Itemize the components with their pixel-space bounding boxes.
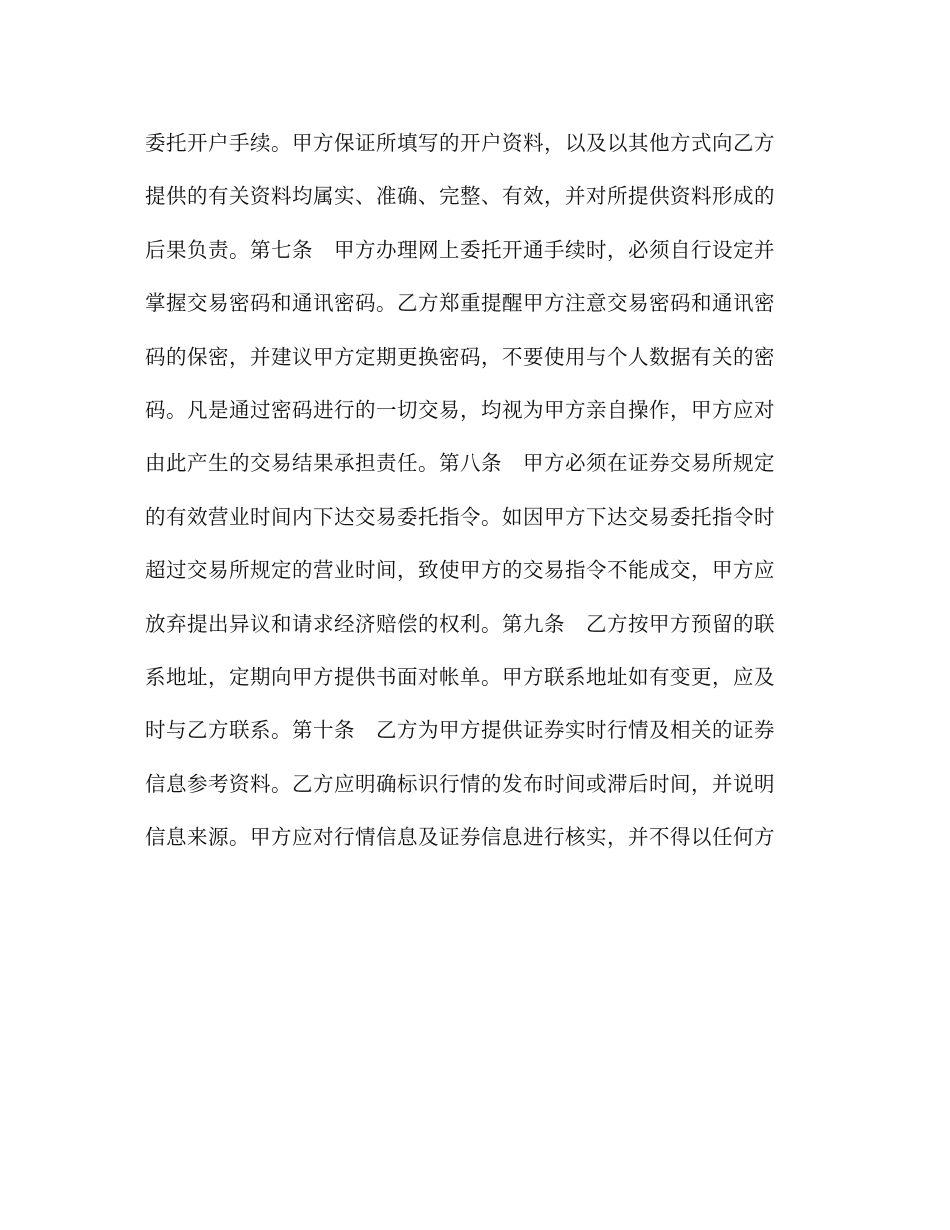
text-line: 提供的有关资料均属实、准确、完整、有效，并对所提供资料形成的 xyxy=(145,184,775,209)
text-line: 信息参考资料。乙方应明确标识行情的发布时间或滞后时间，并说明 xyxy=(145,771,775,796)
text-line: 放弃提出异议和请求经济赔偿的权利。第九条 乙方按甲方预留的联 xyxy=(145,611,775,636)
text-line: 超过交易所规定的营业时间，致使甲方的交易指令不能成交，甲方应 xyxy=(145,558,775,583)
text-line: 码。凡是通过密码进行的一切交易，均视为甲方亲自操作，甲方应对 xyxy=(145,397,775,422)
text-line: 信息来源。甲方应对行情信息及证券信息进行核实，并不得以任何方 xyxy=(145,825,775,850)
text-line: 码的保密，并建议甲方定期更换密码，不要使用与个人数据有关的密 xyxy=(145,344,775,369)
text-line: 委托开户手续。甲方保证所填写的开户资料，以及以其他方式向乙方 xyxy=(145,131,775,155)
text-line: 的有效营业时间内下达交易委托指令。如因甲方下达交易委托指令时 xyxy=(145,504,775,529)
text-line: 系地址，定期向甲方提供书面对帐单。甲方联系地址如有变更，应及 xyxy=(145,664,775,689)
text-line: 后果负责。第七条 甲方办理网上委托开通手续时，必须自行设定并 xyxy=(145,237,775,262)
document-body xyxy=(145,117,815,864)
text-line: 掌握交易密码和通讯密码。乙方郑重提醒甲方注意交易密码和通讯密 xyxy=(145,291,775,316)
text-line: 由此产生的交易结果承担责任。第八条 甲方必须在证券交易所规定 xyxy=(145,451,775,476)
text-line: 时与乙方联系。第十条 乙方为甲方提供证券实时行情及相关的证券 xyxy=(145,718,775,743)
